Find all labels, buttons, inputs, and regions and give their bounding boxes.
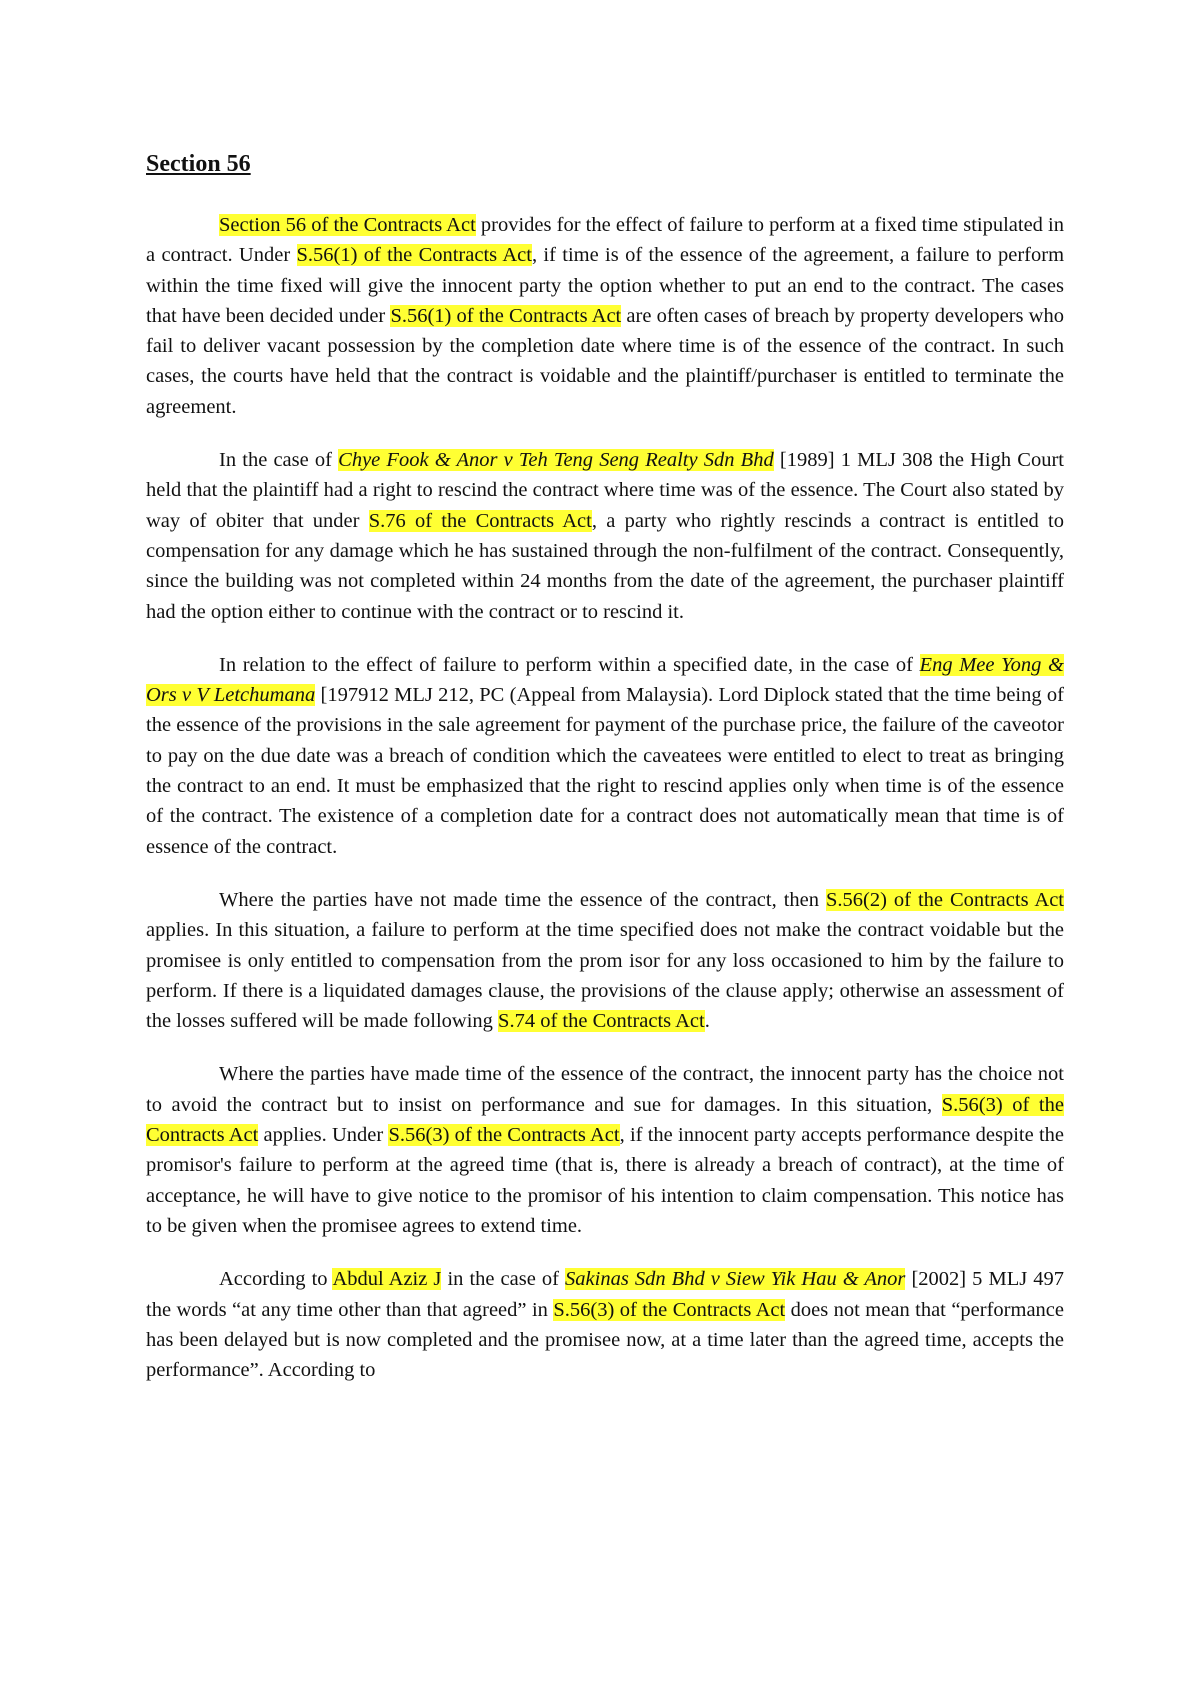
highlighted-reference: Section 56 of the Contracts Act	[219, 214, 476, 236]
paragraph	[146, 445, 1064, 627]
highlighted-reference: S.76 of the Contracts Act	[368, 509, 592, 532]
paragraph-text: provides for the effect of failure to perform at a fixed time stipulated in a contract. Under	[146, 214, 1064, 267]
section-heading: Section 56	[146, 151, 251, 177]
highlighted-reference: S.56(2) of the Contracts Act	[825, 888, 1064, 911]
paragraph-text: applies. Under	[258, 1124, 389, 1147]
document-body	[146, 210, 1064, 1385]
paragraph-text: [197912 MLJ 212, PC (Appeal from Malaysia). Lord Diplock stated that the time being of the essence of the provisions in the sale agreement for payment of the purchase price, the failure of the caveotor to pay on the due date was a breach of condition which the caveatees were entitled to elect to treat as bringing the contract to an end. It must be emphasized that the right to rescind applies only when time is of the essence of the contract. The existence of a completion date for a contract does not automatically mean that time is of essence of the contract.	[146, 684, 1064, 858]
paragraph-text: Where the parties have made time of the essence of the contract, the innocent party has the choice not to avoid the contract but to insist on performance and sue for damages. In this situation,	[146, 1063, 1064, 1116]
highlighted-reference: Abdul Aziz J	[332, 1268, 442, 1291]
highlighted-reference: S.56(3) of the Contracts Act	[146, 1093, 1064, 1147]
case-citation: Eng Mee Yong & Ors v V Letchumana	[146, 653, 1064, 707]
document-page	[146, 146, 1064, 1408]
paragraph-text: According to	[219, 1268, 333, 1291]
paragraph-text: in the case of	[441, 1268, 566, 1291]
paragraph-text: [1989] 1 MLJ 308 the High Court held that the plaintiff had a right to rescind the contract where time was of the essence. The Court also stated by way of obiter that under	[146, 449, 1064, 532]
paragraph-text: In the case of	[219, 449, 339, 472]
paragraph-text: , if time is of the essence of the agreement, a failure to perform within the time fixed will give the innocent party the option whether to put an end to the contract. The cases that have been decided under	[146, 244, 1065, 327]
paragraph-text: In relation to the effect of failure to perform within a specified date, in the case of	[219, 653, 920, 676]
paragraph-text: does not mean that “performance has been delayed but is now completed and the promisee now, at a time later than the agreed time, accepts the performance”. According to	[146, 1298, 1064, 1382]
highlighted-reference: S.74 of the Contracts Act	[498, 1010, 705, 1033]
paragraph	[146, 650, 1064, 862]
paragraph-text: are often cases of breach by property developers who fail to deliver vacant possession by the completion date where time is of the essence of the contract. In such cases, the courts have held that the contract is voidable and the plaintiff/purchaser is entitled to terminate the agreement.	[146, 304, 1064, 418]
paragraph-text: [2002] 5 MLJ 497 the words “at any time other than that agreed” in	[146, 1268, 1065, 1321]
paragraph-text: applies. In this situation, a failure to perform at the time specified does not make the contract voidable but the promisee is only entitled to compensation from the prom isor for any loss occasioned to him by the failure to perform. If there is a liquidated damages clause, the provisions of the clause apply; otherwise an assessment of the losses suffered will be made following	[146, 919, 1064, 1033]
case-citation: Sakinas Sdn Bhd v Siew Yik Hau & Anor	[565, 1268, 906, 1291]
paragraph-text: , a party who rightly rescinds a contract is entitled to compensation for any damage which he has sustained through the non-fulfilment of the contract. Consequently, since the building was not completed within 24 months from the date of the agreement, the purchaser plaintiff had the option either to continue with the contract or to rescind it.	[146, 509, 1065, 623]
paragraph-text: .	[704, 1010, 710, 1033]
paragraph-text: Where the parties have not made time the essence of the contract, then	[219, 888, 826, 911]
highlighted-reference: S.56(1) of the Contracts Act	[390, 304, 622, 327]
highlighted-reference: S.56(1) of the Contracts Act	[296, 244, 532, 267]
case-citation: Chye Fook & Anor v Teh Teng Seng Realty Sdn Bhd	[338, 449, 774, 472]
highlighted-reference: S.56(3) of the Contracts Act	[388, 1124, 620, 1147]
paragraph	[146, 885, 1064, 1036]
paragraph	[146, 1059, 1064, 1241]
paragraph-text: , if the innocent party accepts performance despite the promisor's failure to perform at the agreed time (that is, there is already a breach of contract), at the time of acceptance, he will have to give notice to the promisor of his intention to claim compensation. This notice has to be given when the promisee agrees to extend time.	[146, 1124, 1064, 1237]
highlighted-reference: S.56(3) of the Contracts Act	[553, 1298, 786, 1321]
paragraph	[146, 210, 1064, 422]
paragraph	[146, 1264, 1064, 1385]
